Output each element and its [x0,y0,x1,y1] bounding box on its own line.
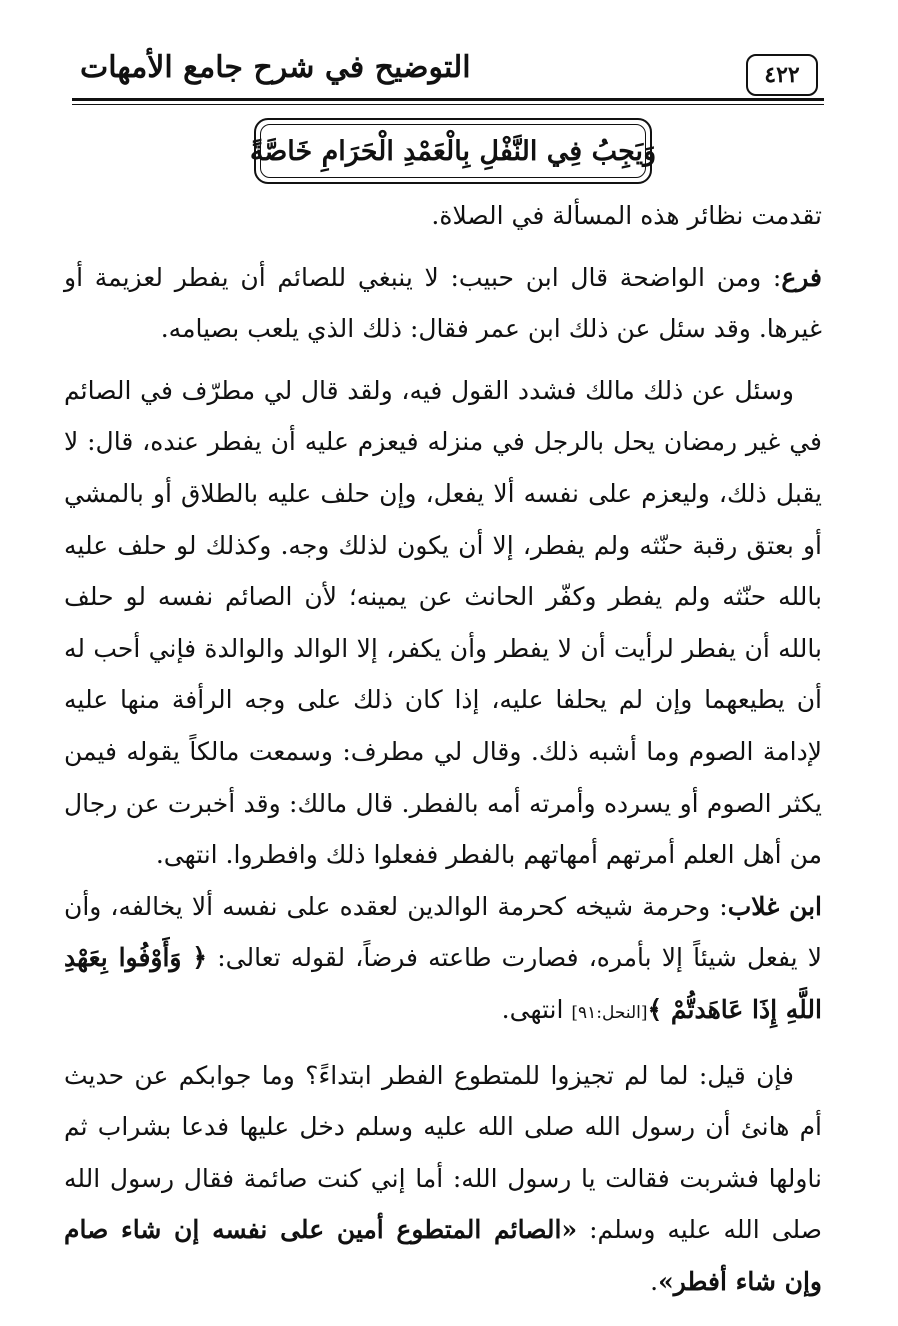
header-rule [72,98,824,101]
paragraph-3: وسئل عن ذلك مالك فشدد القول فيه، ولقد قال لي مطرّف في الصائم في غير رمضان يحل بالرجل في منزله فيعزم عليه أن يفطر عنده، قال: لا يقبل ذلك، وليعزم على نفسه ألا يفعل، وإن حلف عليه بالطلاق أو بالمشي أو بعتق رقبة حنّثه ولم يفطر، إلا أن يكون لذلك وجه. وكذلك لو حلف عليه بالله حنّثه ولم يفطر وكفّر الحانث عن يمينه؛ لأن الصائم نفسه لو حلف بالله أن يفطر لرأيت أن لا يفطر وأن يكفر، إلا الوالد والوالدة فإني أحب له أن يطيعهما وإن لم يحلفا عليه، إذا كان ذلك على وجه الرأفة منها عليه لإدامة الصوم وما أشبه ذلك. وقال لي مطرف: وسمعت مالكاً يقوله فيمن يكثر الصوم أو يسرده وأمرته أمه بالفطر. قال مالك: وقد أخبرت عن رجال من أهل العلم أمرتهم أمهاتهم بالفطر ففعلوا ذلك وافطروا. انتهى. [64,375,822,870]
paragraph-2-text: : ومن الواضحة قال ابن حبيب: لا ينبغي للصائم أن يفطر لعزيمة أو غيرها. وقد سئل عن ذلك ابن عمر فقال: ذلك الذي يلعب بصيامه. [64,262,822,344]
paragraph-5-text: فإن قيل: لما لم تجيزوا للمتطوع الفطر ابتداءً؟ وما جوابكم عن حديث أم هانئ أن رسول الله صلى الله عليه وسلم دخل عليها فدعا بشراب ثم ناولها فشربت فقالت يا رسول الله: أما إني كنت صائمة فقال رسول الله صلى الله عليه وسلم: [64,1060,823,1245]
quran-verse: ﴿ وَأَوْفُوا بِعَهْدِ اللَّهِ إِذَا عَاهَدتُّمْ ﴾ [64,943,822,1024]
page-number: ٤٢٢ [764,62,800,88]
ibn-ghallab-label: ابن غلاب [727,891,822,921]
paragraph-4 [64,881,822,1040]
book-title: التوضيح في شرح جامع الأمهات [80,50,471,85]
verse-citation: [النحل:٩١] [571,1002,648,1023]
paragraph-4-text-b: انتهى. [501,994,572,1024]
paragraph-5 [64,1050,822,1308]
paragraph-1: تقدمت نظائر هذه المسألة في الصلاة. [431,201,822,230]
header-rule-thin [72,104,824,105]
hadith-quote: «الصائم المتطوع أمين على نفسه إن شاء صام وإن شاء أفطر» [64,1215,822,1296]
fara-label: فرع [781,262,822,292]
paragraph-5-end: . [650,1266,659,1296]
section-heading: وَيَجِبُ فِي النَّفْلِ بِالْعَمْدِ الْحَرَامِ خَاصَّةً [260,124,646,178]
paragraph-4-text-a: : وحرمة شيخه كحرمة الوالدين لعقده على نفسه ألا يخالفه، وأن لا يفعل شيئاً إلا بأمره، فصارت طاعته فرضاً، لقوله تعالى: [64,891,823,973]
page-number-box [746,54,818,96]
section-heading-frame [249,118,657,184]
paragraph-2 [64,252,822,355]
running-header [72,44,824,100]
body-text [64,190,822,1307]
